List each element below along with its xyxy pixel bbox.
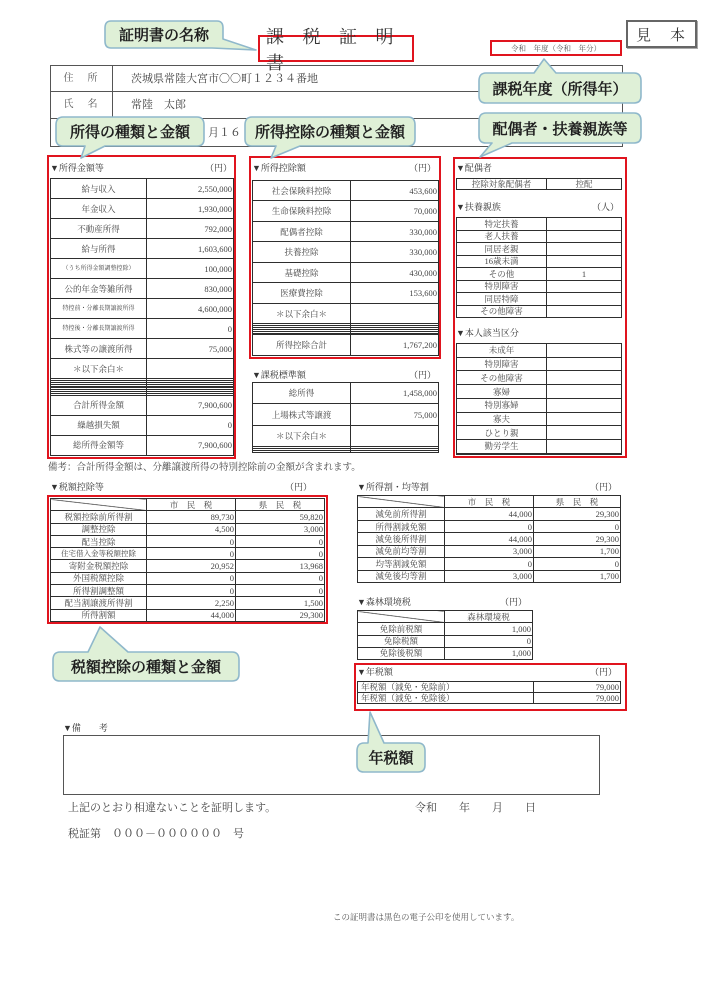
- income-value: [147, 359, 234, 379]
- table-row: [51, 511, 325, 523]
- tax-credit-label: 外国税額控除: [51, 572, 147, 584]
- table-row: [51, 299, 234, 319]
- table-row: [457, 344, 622, 358]
- table-row: [457, 357, 622, 371]
- table-row: [51, 219, 234, 239]
- prefecture-tax-value: 0: [534, 558, 621, 570]
- dependent-count: [547, 293, 622, 306]
- deduction-value: 153,600: [351, 283, 439, 303]
- table-row: [358, 545, 621, 557]
- table-row: [253, 181, 439, 201]
- callout-text: 証明書の名称: [118, 26, 209, 44]
- self-category-value: [547, 344, 622, 358]
- dependent-count: [547, 230, 622, 243]
- income-label: （うち所得金額調整控除）: [51, 259, 147, 279]
- table-header-row: [358, 496, 621, 508]
- tax-credit-label: 税額控除前所得割: [51, 511, 147, 523]
- self-category-table: [456, 343, 622, 455]
- spouse-table: [456, 178, 622, 190]
- table-row-total: [51, 415, 234, 435]
- city-tax-value: 0: [445, 558, 534, 570]
- income-label: 株式等の譲渡所得: [51, 339, 147, 359]
- address-label: 住 所: [51, 66, 113, 92]
- prefecture-tax-value: 13,968: [236, 560, 325, 572]
- prefecture-tax-value: 0: [236, 548, 325, 560]
- self-category-value: [547, 385, 622, 399]
- callout-certificate-name: [104, 20, 224, 49]
- table-header-row: [51, 499, 325, 511]
- annual-tax-unit: （円）: [589, 667, 617, 677]
- income-per-capita-unit: （円）: [589, 482, 617, 492]
- levy-label: 所得割減免額: [358, 520, 445, 532]
- dependent-label: 老人扶養: [457, 230, 547, 243]
- column-header-city-tax: 市 民 税: [445, 496, 534, 508]
- self-category-value: [547, 412, 622, 426]
- forest-tax-heading: ▼森林環境税: [357, 597, 411, 607]
- forest-tax-label: 免除税額: [358, 635, 445, 647]
- table-row: [253, 262, 439, 282]
- taxable-base-label: 総所得: [253, 383, 351, 404]
- annual-tax-label: 年税額（減免・免除前）: [358, 682, 534, 693]
- levy-label: 均等割減免額: [358, 558, 445, 570]
- table-row: [358, 635, 533, 647]
- dependent-count: [547, 255, 622, 268]
- callout-text: 所得控除の種類と金額: [254, 123, 405, 141]
- table-row: [51, 560, 325, 572]
- city-tax-value: 0: [147, 572, 236, 584]
- table-row: [51, 319, 234, 339]
- income-label: 公的年金等雑所得: [51, 279, 147, 299]
- city-tax-value: 44,000: [445, 508, 534, 520]
- dependent-label: その他: [457, 268, 547, 281]
- table-row: [358, 508, 621, 520]
- table-row: [457, 230, 622, 243]
- table-row: [253, 303, 439, 323]
- deduction-label: 扶養控除: [253, 242, 351, 262]
- column-header-forest-tax: 森林環境税: [445, 611, 533, 623]
- taxable-base-unit: （円）: [408, 370, 436, 380]
- callout-dependents: [478, 112, 642, 144]
- table-row: [358, 520, 621, 532]
- dependent-label: 16歳未満: [457, 255, 547, 268]
- blank-cell: [547, 453, 622, 454]
- deduction-label: 生命保険料控除: [253, 201, 351, 221]
- table-row: [51, 339, 234, 359]
- table-row: [358, 558, 621, 570]
- table-row: [51, 548, 325, 560]
- income-label: 特控前・分離長期譲渡所得: [51, 299, 147, 319]
- income-unit: （円）: [204, 163, 232, 173]
- deduction-value: 70,000: [351, 201, 439, 221]
- table-row: [457, 440, 622, 454]
- spouse-label: 控除対象配偶者: [457, 179, 547, 190]
- annual-tax-label: 年税額（減免・免除後）: [358, 693, 534, 704]
- self-category-label: ひとり親: [457, 426, 547, 440]
- dependents-table: [456, 217, 622, 318]
- city-tax-value: 44,000: [147, 609, 236, 621]
- dependent-label: 同居老親: [457, 243, 547, 256]
- taxable-base-heading: ▼課税標準額: [252, 370, 306, 380]
- table-row: [51, 585, 325, 597]
- prefecture-tax-value: 29,300: [534, 533, 621, 545]
- table-row: [253, 425, 439, 446]
- dependent-label: 特別障害: [457, 280, 547, 293]
- table-row: [51, 535, 325, 547]
- table-row: [457, 371, 622, 385]
- income-value: 75,000: [147, 339, 234, 359]
- tax-year-box: [490, 40, 622, 56]
- certificate-title: 課 税 証 明 書: [266, 26, 401, 73]
- table-row: [51, 597, 325, 609]
- table-row: [253, 201, 439, 221]
- income-per-capita-heading: ▼所得割・均等割: [357, 482, 429, 492]
- income-label: 年金収入: [51, 199, 147, 219]
- prefecture-tax-value: 0: [236, 572, 325, 584]
- callout-text: 所得の種類と金額: [69, 123, 190, 141]
- table-row-total: [253, 335, 439, 356]
- annual-tax-value: 79,000: [534, 682, 621, 693]
- annual-tax-heading: ▼年税額: [357, 667, 393, 677]
- table-row: [457, 255, 622, 268]
- income-value: 1,930,000: [147, 199, 234, 219]
- table-row: [457, 398, 622, 412]
- table-row: [457, 426, 622, 440]
- remarks-box: [63, 735, 600, 795]
- prefecture-tax-value: 0: [236, 585, 325, 597]
- callout-text: 税額控除の種類と金額: [70, 658, 221, 676]
- income-note: 備考：合計所得金額は、分離譲渡所得の特別控除前の金額が含まれます。: [48, 463, 361, 473]
- table-row: [51, 199, 234, 219]
- deductions-heading: ▼所得控除額: [252, 163, 306, 173]
- prefecture-tax-value: 1,700: [534, 545, 621, 557]
- callout-tax-credit-types: [52, 651, 240, 682]
- deduction-value: 330,000: [351, 242, 439, 262]
- blank-cell: [253, 451, 351, 453]
- dependents-heading: ▼扶養親族: [456, 202, 501, 212]
- table-row: [51, 359, 234, 379]
- city-tax-value: 0: [147, 535, 236, 547]
- deduction-label: 基礎控除: [253, 262, 351, 282]
- self-category-value: [547, 426, 622, 440]
- tax-credit-label: 配当割譲渡所得割: [51, 597, 147, 609]
- tax-year: 令和 年度（令和 年分）: [511, 43, 601, 53]
- name-value: 常陸 太郎: [113, 92, 623, 119]
- dependent-count: [547, 305, 622, 318]
- tax-credit-label: 調整控除: [51, 523, 147, 535]
- taxable-base-value: [351, 425, 439, 446]
- income-total-value: 7,900,600: [147, 435, 234, 455]
- dependent-count: 1: [547, 268, 622, 281]
- table-row: [457, 268, 622, 281]
- income-total-value: 0: [147, 415, 234, 435]
- prefecture-tax-value: 29,300: [236, 609, 325, 621]
- deductions-unit: （円）: [408, 163, 436, 173]
- income-total-label: 繰越損失額: [51, 415, 147, 435]
- callout-text: 配偶者・扶養親族等: [492, 119, 628, 138]
- blank-cell: [351, 451, 439, 453]
- tax-credit-label: 所得割調整額: [51, 585, 147, 597]
- income-total-label: 合計所得金額: [51, 395, 147, 415]
- deduction-total-label: 所得控除合計: [253, 335, 351, 356]
- annual-tax-table: [357, 681, 621, 704]
- self-category-value: [547, 357, 622, 371]
- tax-credit-label: 配当控除: [51, 535, 147, 547]
- blank-below-marker: ＊以下余白＊: [51, 359, 147, 379]
- levy-label: 減免前均等割: [358, 545, 445, 557]
- self-category-label: 勤労学生: [457, 440, 547, 454]
- forest-tax-table: [357, 610, 533, 660]
- tax-credits-heading: ▼税額控除等: [50, 482, 104, 492]
- table-row: [457, 412, 622, 426]
- certificate-number: 税証第 ０００－００００００ 号: [68, 828, 244, 840]
- callout-text: 課税年度（所得年）: [492, 79, 628, 98]
- city-tax-value: 0: [445, 520, 534, 532]
- spouse-value: 控配: [547, 179, 622, 190]
- tax-credit-label: 所得割額: [51, 609, 147, 621]
- income-total-value: 7,900,600: [147, 395, 234, 415]
- tax-credit-label: 寄附金税額控除: [51, 560, 147, 572]
- deductions-table: [252, 180, 439, 356]
- table-row: [457, 293, 622, 306]
- self-category-value: [547, 371, 622, 385]
- dependent-label: 同居特障: [457, 293, 547, 306]
- forest-tax-label: 免除後税額: [358, 647, 445, 659]
- taxable-base-table: [252, 382, 439, 453]
- prefecture-tax-value: 29,300: [534, 508, 621, 520]
- forest-tax-unit: （円）: [499, 597, 527, 607]
- table-row: [457, 218, 622, 231]
- table-row: [253, 283, 439, 303]
- self-category-label: 寡夫: [457, 412, 547, 426]
- table-row: [457, 243, 622, 256]
- income-value: 4,600,000: [147, 299, 234, 319]
- income-value: 100,000: [147, 259, 234, 279]
- address-value: 茨城県常陸大宮市〇〇町１２３４番地: [113, 66, 623, 92]
- prefecture-tax-value: 0: [236, 535, 325, 547]
- income-value: 792,000: [147, 219, 234, 239]
- self-category-label: 特別障害: [457, 357, 547, 371]
- table-row: [457, 385, 622, 399]
- self-category-value: [547, 398, 622, 412]
- prefecture-tax-value: 59,820: [236, 511, 325, 523]
- footer-seal-note: この証明書は黒色の電子公印を使用しています。: [333, 912, 520, 922]
- city-tax-value: 3,000: [445, 545, 534, 557]
- table-row-total: [51, 435, 234, 455]
- dependent-label: 特定扶養: [457, 218, 547, 231]
- diagonal-corner-cell: [51, 499, 147, 511]
- table-row: [253, 404, 439, 425]
- deduction-label: 医療費控除: [253, 283, 351, 303]
- self-category-label: その他障害: [457, 371, 547, 385]
- certification-statement: 上記のとおり相違ないことを証明します。: [68, 802, 277, 814]
- table-row: [253, 221, 439, 241]
- forest-tax-label: 免除前税額: [358, 623, 445, 635]
- city-tax-value: 4,500: [147, 523, 236, 535]
- sample-stamp: 見 本: [626, 20, 697, 48]
- name-label: 氏 名: [51, 92, 113, 119]
- prefecture-tax-value: 0: [534, 520, 621, 532]
- blank-cell: [457, 453, 547, 454]
- callout-income-types: [55, 116, 205, 147]
- table-row: [358, 533, 621, 545]
- certification-date: 令和 年 月 日: [415, 802, 536, 814]
- prefecture-tax-value: 3,000: [236, 523, 325, 535]
- table-row-blank: [253, 451, 439, 453]
- self-category-label: 寡婦: [457, 385, 547, 399]
- table-row-total: [51, 395, 234, 415]
- callout-tax-year: [478, 72, 642, 104]
- annual-tax-value: 79,000: [534, 693, 621, 704]
- tax-credits-unit: （円）: [284, 482, 312, 492]
- table-row: [358, 693, 621, 704]
- deduction-value: 430,000: [351, 262, 439, 282]
- deduction-label: 配偶者控除: [253, 221, 351, 241]
- self-category-heading: ▼本人該当区分: [456, 328, 519, 338]
- dependent-count: [547, 243, 622, 256]
- income-per-capita-table: [357, 495, 621, 583]
- dependents-unit: （人）: [591, 202, 619, 212]
- income-label: 特控後・分離長期譲渡所得: [51, 319, 147, 339]
- callout-deduction-types: [244, 116, 416, 147]
- self-category-label: 未成年: [457, 344, 547, 358]
- forest-tax-value: 1,000: [445, 647, 533, 659]
- certificate-title-box: [258, 26, 414, 73]
- dependent-count: [547, 218, 622, 231]
- table-row: [457, 305, 622, 318]
- forest-tax-value: 1,000: [445, 623, 533, 635]
- column-header-city-tax: 市 民 税: [147, 499, 236, 511]
- table-row: [51, 239, 234, 259]
- remarks-heading: ▼備 考: [63, 723, 108, 733]
- city-tax-value: 44,000: [445, 533, 534, 545]
- income-label: 給与所得: [51, 239, 147, 259]
- table-row: [253, 383, 439, 404]
- self-category-label: 特別寡婦: [457, 398, 547, 412]
- blank-below-marker: ＊以下余白＊: [253, 303, 351, 323]
- income-value: 2,550,000: [147, 179, 234, 199]
- income-total-label: 総所得金額等: [51, 435, 147, 455]
- taxable-base-value: 75,000: [351, 404, 439, 425]
- diagonal-corner-cell: [358, 496, 445, 508]
- table-row: [51, 609, 325, 621]
- dependent-label: その他障害: [457, 305, 547, 318]
- levy-label: 減免後均等割: [358, 570, 445, 582]
- table-row: [51, 279, 234, 299]
- income-value: 0: [147, 319, 234, 339]
- table-row: [51, 179, 234, 199]
- forest-tax-value: 0: [445, 635, 533, 647]
- table-row: [253, 242, 439, 262]
- table-row: [457, 179, 622, 190]
- income-label: 給与収入: [51, 179, 147, 199]
- prefecture-tax-value: 1,700: [534, 570, 621, 582]
- taxable-base-value: 1,458,000: [351, 383, 439, 404]
- tax-credits-table: [50, 498, 325, 622]
- city-tax-value: 2,250: [147, 597, 236, 609]
- column-header-prefecture-tax: 県 民 税: [236, 499, 325, 511]
- blank-below-marker: ＊以下余白＊: [253, 425, 351, 446]
- diagonal-corner-cell: [358, 611, 445, 623]
- deduction-value: 453,600: [351, 181, 439, 201]
- levy-label: 減免後所得割: [358, 533, 445, 545]
- table-row: [358, 682, 621, 693]
- city-tax-value: 0: [147, 548, 236, 560]
- income-heading: ▼所得金額等: [50, 163, 104, 173]
- table-row: [51, 572, 325, 584]
- income-value: 830,000: [147, 279, 234, 299]
- dependent-count: [547, 280, 622, 293]
- tax-credit-label: 住宅借入金等税額控除: [51, 548, 147, 560]
- city-tax-value: 20,952: [147, 560, 236, 572]
- income-table: [50, 178, 234, 456]
- table-row: [51, 523, 325, 535]
- column-header-prefecture-tax: 県 民 税: [534, 496, 621, 508]
- self-category-value: [547, 440, 622, 454]
- city-tax-value: 89,730: [147, 511, 236, 523]
- income-label: 不動産所得: [51, 219, 147, 239]
- taxable-base-label: 上場株式等譲渡: [253, 404, 351, 425]
- callout-annual-tax: [356, 742, 426, 773]
- prefecture-tax-value: 1,500: [236, 597, 325, 609]
- table-row: [457, 280, 622, 293]
- birthdate-value: 月１６: [113, 119, 623, 147]
- callout-text: 年税額: [368, 749, 414, 767]
- table-header-row: [358, 611, 533, 623]
- city-tax-value: 3,000: [445, 570, 534, 582]
- table-row-blank: [457, 453, 622, 454]
- deduction-value: 330,000: [351, 221, 439, 241]
- deduction-value: [351, 303, 439, 323]
- deduction-label: 社会保険料控除: [253, 181, 351, 201]
- table-row: [358, 647, 533, 659]
- income-value: 1,603,600: [147, 239, 234, 259]
- table-row: [51, 259, 234, 279]
- table-row: [358, 623, 533, 635]
- deduction-total-value: 1,767,200: [351, 335, 439, 356]
- city-tax-value: 0: [147, 585, 236, 597]
- levy-label: 減免前所得割: [358, 508, 445, 520]
- table-row: [358, 570, 621, 582]
- spouse-heading: ▼配偶者: [456, 163, 492, 173]
